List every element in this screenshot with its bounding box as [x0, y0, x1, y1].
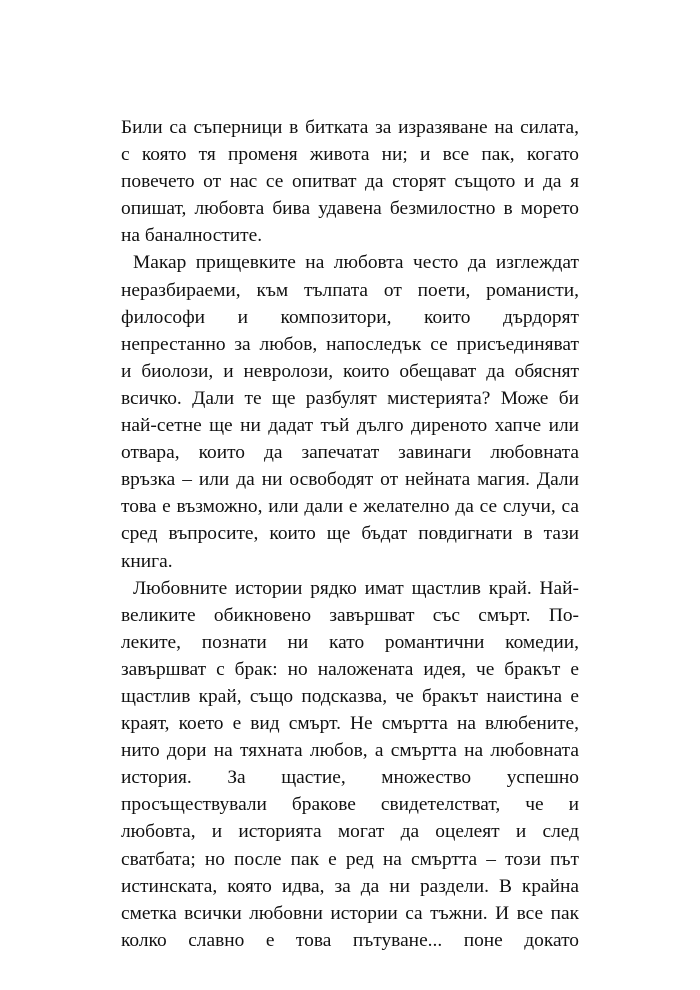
text-line: просъществували бракове свидетелстват, че и [121, 794, 579, 816]
text-line: отвара, които да запечатат завинаги любовната [121, 442, 579, 464]
text-line: книга. [121, 550, 173, 572]
text-line: непрестанно за любов, напоследък се присъединяват [121, 333, 579, 355]
text-line: нито дори на тяхната любов, а смъртта на любовната [121, 740, 579, 762]
text-line: това е възможно, или дали е желателно да се случи, са [121, 496, 579, 518]
text-line: сватбата; но после пак е ред на смъртта – този път [121, 848, 579, 870]
body-text [121, 114, 579, 954]
paragraph [121, 249, 579, 574]
text-line: с която тя променя живота ни; и все пак, когато [121, 144, 579, 166]
text-line: неразбираеми, към тълпата от поети, романисти, [121, 279, 579, 301]
text-line: Макар прищевките на любовта често да изглеждат [133, 252, 579, 274]
text-line: великите обикновено завършват със смърт. По- [121, 604, 579, 626]
text-line: сметка всички любовни истории са тъжни. И все пак [121, 902, 579, 924]
text-line: сред въпросите, които ще бъдат повдигнати в тази [121, 523, 579, 545]
text-line: най-сетне ще ни дадат тъй дълго диреното хапче или [121, 415, 579, 437]
text-line: всичко. Дали те ще разбулят мистерията? Може би [121, 387, 579, 409]
text-line: щастлив край, също подсказва, че бракът наистина е [121, 685, 579, 707]
text-line: философи и композитори, които дърдорят [121, 306, 579, 328]
text-line: повечето от нас се опитват да сторят същото и да я [121, 171, 579, 193]
text-line: Любовните истории рядко имат щастлив край. Най- [133, 577, 579, 599]
text-line: колко славно е това пътуване... поне докато [121, 929, 579, 951]
text-line: краят, което е вид смърт. Не смъртта на влюбените, [121, 713, 579, 735]
text-line: връзка – или да ни освободят от нейната магия. Дали [121, 469, 579, 491]
paragraph [121, 114, 579, 249]
paragraph [121, 575, 579, 954]
text-line: на баналностите. [121, 225, 263, 247]
text-line: любовта, и историята могат да оцелеят и след [121, 821, 579, 843]
text-line: история. За щастие, множество успешно [121, 767, 579, 789]
text-line: опишат, любовта бива удавена безмилостно в морето [121, 198, 579, 220]
text-line: Били са съперници в битката за изразяване на силата, [121, 117, 579, 138]
text-line: леките, познати ни като романтични комедии, [121, 631, 579, 653]
text-line: завършват с брак: но наложената идея, че бракът е [121, 658, 579, 680]
text-line: и биолози, и невролози, които обещават да обяснят [121, 360, 579, 382]
text-line: истинската, която идва, за да ни раздели. В крайна [121, 875, 579, 897]
